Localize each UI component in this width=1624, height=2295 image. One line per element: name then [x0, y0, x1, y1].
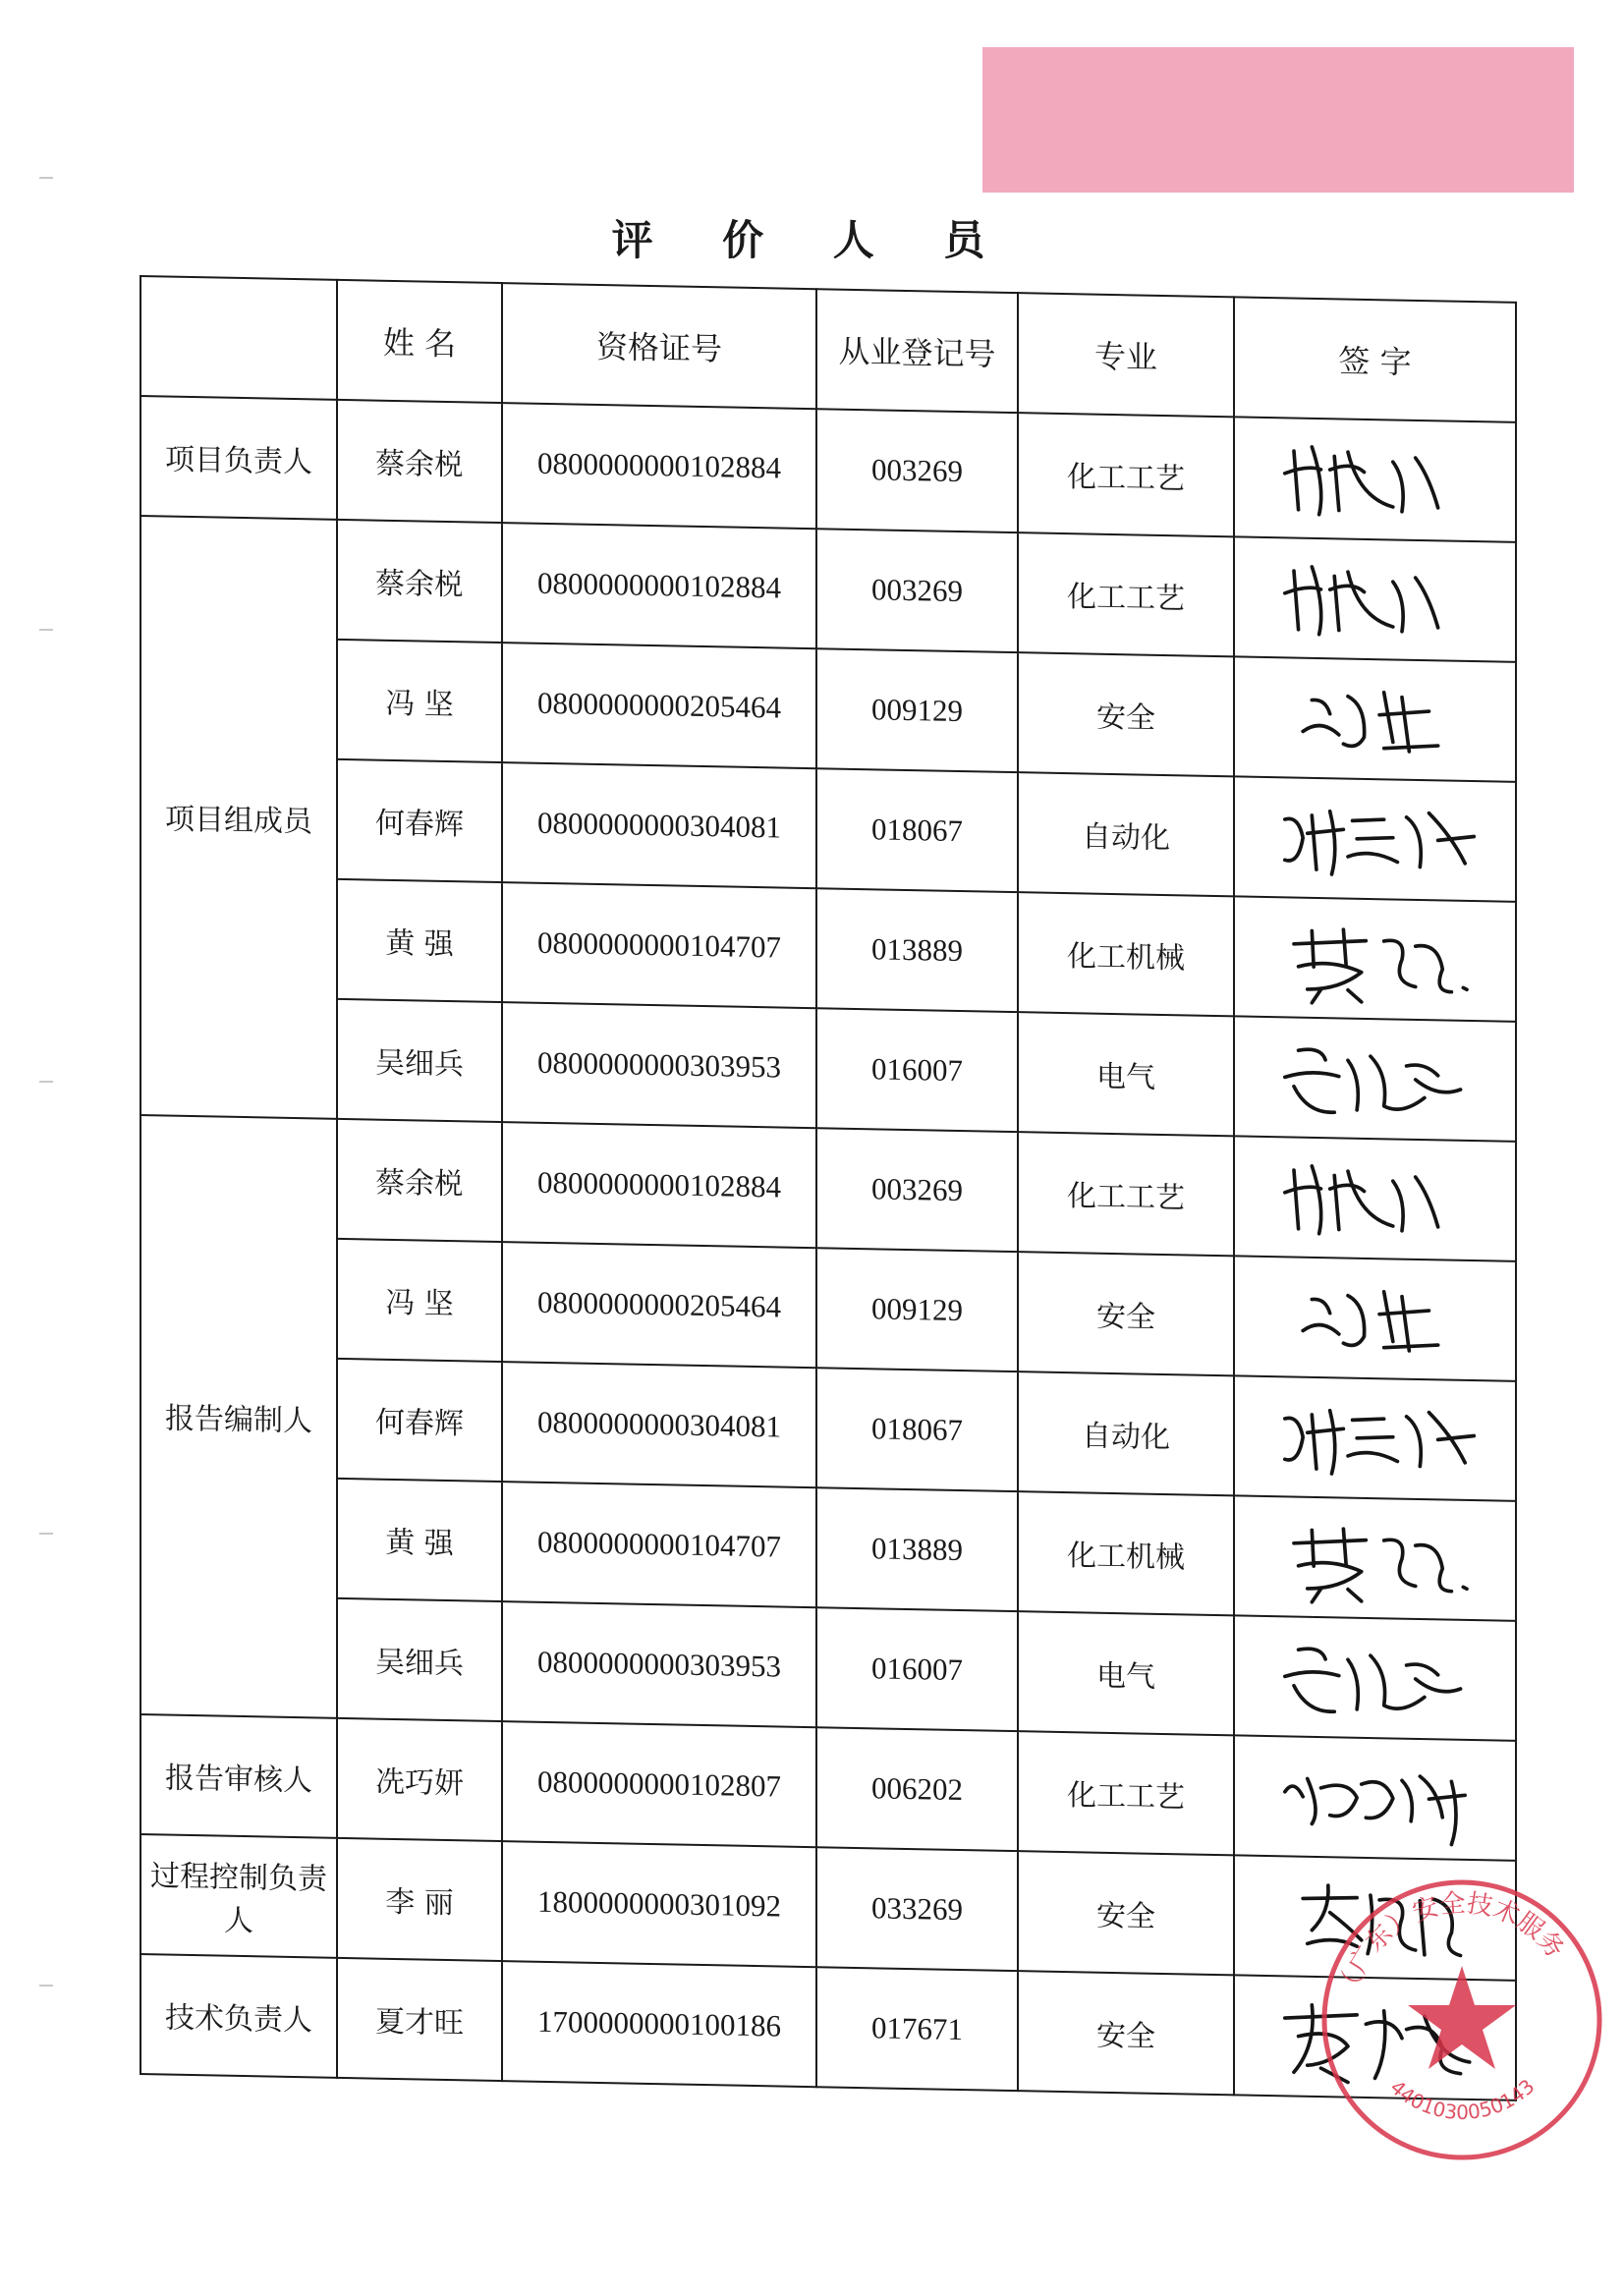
signature-stroke: [1348, 1171, 1393, 1226]
signature-stroke: [1294, 1539, 1366, 1544]
seal-number-path: 4401030050143: [1385, 2074, 1540, 2124]
signature-stroke: [1294, 939, 1366, 945]
handwritten-signature: [1235, 662, 1515, 775]
handwritten-signature: [1235, 542, 1515, 655]
signature-stroke: [1299, 1049, 1326, 1060]
reg-cell: 016007: [816, 1008, 1018, 1132]
major-cell: 化工工艺: [1018, 413, 1234, 536]
margin-mark: [39, 1985, 53, 1987]
signature-stroke: [1321, 1785, 1358, 1817]
handwritten-signature: [1235, 1621, 1515, 1734]
signature-stroke: [1393, 582, 1403, 632]
signature-stroke: [1294, 2004, 1313, 2072]
signature-stroke: [1353, 819, 1384, 821]
reg-cell: 013889: [816, 888, 1018, 1012]
cert-cell: 1800000000301092: [502, 1841, 816, 1967]
signature-cell: [1234, 776, 1516, 902]
cert-cell: 0800000000304081: [502, 762, 816, 888]
handwritten-signature: [1235, 422, 1515, 535]
name-cell: 何春辉: [337, 759, 502, 882]
name-cell: 黄 强: [337, 1479, 502, 1601]
role-cell: 项目组成员: [140, 516, 337, 1119]
margin-mark: [39, 629, 53, 631]
signature-stroke: [1438, 1435, 1475, 1440]
signature-cell: [1234, 1256, 1516, 1381]
signature-stroke: [1362, 1782, 1393, 1819]
seal-text-path: （广东）安全技术服务: [1333, 1888, 1570, 2002]
signature-stroke: [1299, 1562, 1362, 1590]
major-cell: 化工工艺: [1018, 1132, 1234, 1256]
signature-stroke: [1294, 1686, 1334, 1712]
signature-stroke: [1343, 697, 1364, 747]
major-cell: 安全: [1018, 1252, 1234, 1375]
signature-stroke: [1343, 1296, 1364, 1346]
reg-cell: 009129: [816, 648, 1018, 772]
signature-stroke: [1402, 1297, 1409, 1351]
handwritten-signature: [1235, 1142, 1515, 1255]
signature-cell: [1234, 536, 1516, 662]
cert-cell: 0800000000104707: [502, 882, 816, 1008]
cert-cell: 0800000000303953: [502, 1601, 816, 1727]
reg-cell: 003269: [816, 529, 1018, 652]
header-signature: 签 字: [1234, 297, 1516, 422]
handwritten-signature: [1235, 1501, 1515, 1614]
signature-stroke: [1285, 1671, 1339, 1677]
name-cell: 何春辉: [337, 1359, 502, 1482]
signature-cell: [1234, 1615, 1516, 1741]
signature-stroke: [1402, 1780, 1412, 1820]
header-cert: 资格证号: [502, 283, 816, 409]
signature-stroke: [1384, 1292, 1393, 1342]
cert-cell: 0800000000102884: [502, 1122, 816, 1248]
role-cell: 项目负责人: [140, 396, 337, 520]
major-cell: 自动化: [1018, 1371, 1234, 1495]
handwritten-signature: [1235, 1022, 1515, 1135]
handwritten-signature: [1235, 1261, 1515, 1374]
signature-cell: [1234, 1136, 1516, 1261]
cert-cell: 1700000000100186: [502, 1961, 816, 2087]
signature-stroke: [1384, 940, 1416, 986]
major-cell: 化工工艺: [1018, 1731, 1234, 1855]
signature-stroke: [1285, 1786, 1303, 1797]
reg-cell: 017671: [816, 1967, 1018, 2091]
name-cell: 蔡余棁: [337, 400, 502, 523]
cert-cell: 0800000000102807: [502, 1721, 816, 1847]
cert-cell: 0800000000205464: [502, 1242, 816, 1368]
seal-number: [1385, 2074, 1539, 2124]
reg-cell: 018067: [816, 768, 1018, 892]
signature-stroke: [1299, 1649, 1326, 1659]
cert-cell: 0800000000104707: [502, 1482, 816, 1607]
signature-stroke: [1312, 567, 1320, 635]
personnel-sheet: [140, 275, 1515, 2121]
signature-cell: [1234, 1495, 1516, 1621]
seal-star: [1408, 1966, 1516, 2069]
signature-stroke: [1416, 458, 1438, 508]
page-title: 评 价 人 员: [611, 216, 1013, 264]
signature-stroke: [1334, 1175, 1339, 1229]
name-cell: 蔡余棁: [337, 520, 502, 643]
role-cell: 过程控制负责人: [140, 1834, 337, 1958]
personnel-table-body: [140, 276, 1516, 2100]
signature-stroke: [1353, 1419, 1384, 1421]
major-cell: 化工工艺: [1018, 532, 1234, 656]
header-major: 专业: [1018, 293, 1234, 417]
personnel-table: [140, 275, 1517, 2101]
signature-stroke: [1384, 1344, 1438, 1349]
header-reg: 从业登记号: [816, 289, 1018, 413]
cert-cell: 0800000000205464: [502, 643, 816, 768]
signature-stroke: [1285, 468, 1321, 475]
signature-stroke: [1303, 725, 1339, 735]
signature-stroke: [1312, 1166, 1320, 1234]
signature-stroke: [1357, 1436, 1393, 1439]
signature-stroke: [1285, 1187, 1321, 1194]
signature-stroke: [1312, 1530, 1314, 1566]
signature-stroke: [1416, 578, 1438, 628]
signature-stroke: [1294, 1087, 1334, 1113]
name-cell: 冯 坚: [337, 1239, 502, 1362]
major-cell: 电气: [1018, 1611, 1234, 1735]
signature-stroke: [1348, 1659, 1358, 1709]
signature-cell: [1234, 656, 1516, 782]
signature-stroke: [1416, 946, 1452, 992]
reg-cell: 006202: [816, 1727, 1018, 1851]
signature-stroke: [1312, 815, 1316, 869]
cert-cell: 0800000000303953: [502, 1002, 816, 1128]
major-cell: 安全: [1018, 652, 1234, 776]
signature-stroke: [1348, 452, 1393, 507]
name-cell: 吴细兵: [337, 999, 502, 1122]
signature-stroke: [1330, 812, 1335, 874]
margin-mark: [39, 1533, 53, 1535]
signature-stroke: [1343, 1529, 1346, 1565]
signature-stroke: [1348, 572, 1393, 627]
reg-cell: 013889: [816, 1487, 1018, 1611]
major-cell: 自动化: [1018, 772, 1234, 896]
margin-mark: [39, 177, 53, 179]
signature-stroke: [1407, 1664, 1438, 1675]
handwritten-signature: [1235, 902, 1515, 1015]
signature-cell: [1234, 896, 1516, 1022]
signature-cell: [1234, 1016, 1516, 1142]
major-cell: 安全: [1018, 1851, 1234, 1975]
signature-stroke: [1463, 987, 1467, 989]
signature-stroke: [1348, 1452, 1397, 1461]
signature-stroke: [1348, 1060, 1358, 1110]
reg-cell: 003269: [816, 409, 1018, 532]
signature-stroke: [1416, 1080, 1461, 1092]
signature-stroke: [1334, 456, 1339, 510]
name-cell: 蔡余棁: [337, 1119, 502, 1242]
name-cell: 黄 强: [337, 879, 502, 1002]
signature-stroke: [1348, 853, 1397, 862]
signature-stroke: [1312, 700, 1329, 713]
signature-stroke: [1312, 447, 1320, 515]
handwritten-signature: [1235, 1381, 1515, 1494]
signature-stroke: [1285, 818, 1303, 861]
cert-cell: 0800000000102884: [502, 403, 816, 529]
name-cell: 吴细兵: [337, 1598, 502, 1721]
signature-stroke: [1343, 929, 1346, 966]
signature-stroke: [1285, 588, 1321, 594]
handwritten-signature: [1235, 1741, 1515, 1854]
signature-stroke: [1285, 1072, 1339, 1078]
signature-stroke: [1438, 836, 1475, 841]
reg-cell: 003269: [816, 1128, 1018, 1252]
signature-stroke: [1294, 1170, 1299, 1229]
signature-stroke: [1416, 1679, 1461, 1692]
signature-stroke: [1312, 989, 1320, 1003]
margin-mark: [39, 1081, 53, 1083]
signature-stroke: [1308, 1778, 1316, 1823]
reg-cell: 009129: [816, 1248, 1018, 1371]
signature-stroke: [1416, 1545, 1452, 1592]
signature-stroke: [1463, 1587, 1467, 1589]
name-cell: 冼巧妍: [337, 1718, 502, 1841]
signature-stroke: [1402, 698, 1409, 752]
signature-stroke: [1416, 1177, 1438, 1227]
signature-stroke: [1407, 1417, 1422, 1467]
signature-stroke: [1299, 963, 1362, 990]
signature-stroke: [1334, 576, 1339, 630]
signature-stroke: [1407, 1065, 1438, 1076]
signature-stroke: [1312, 1299, 1329, 1313]
role-cell: 报告审核人: [140, 1714, 337, 1838]
signature-cell: [1234, 1375, 1516, 1501]
name-cell: 夏才旺: [337, 1958, 502, 2081]
signature-cell: [1234, 1735, 1516, 1861]
signature-stroke: [1285, 1418, 1303, 1460]
signature-stroke: [1330, 1411, 1335, 1474]
signature-stroke: [1294, 451, 1299, 510]
signature-stroke: [1312, 1589, 1320, 1602]
reg-cell: 016007: [816, 1607, 1018, 1731]
major-cell: 化工机械: [1018, 892, 1234, 1016]
header-name: 姓 名: [337, 280, 502, 403]
signature-stroke: [1294, 571, 1299, 630]
name-cell: 李 丽: [337, 1838, 502, 1961]
signature-stroke: [1393, 462, 1403, 512]
header-role: [140, 276, 337, 400]
major-cell: 安全: [1018, 1971, 1234, 2095]
cert-cell: 0800000000102884: [502, 523, 816, 648]
signature-stroke: [1303, 1324, 1339, 1334]
signature-cell: [1234, 417, 1516, 542]
table-row: [140, 1954, 1516, 2100]
role-cell: 技术负责人: [140, 1954, 337, 2078]
signature-stroke: [1348, 1590, 1362, 1601]
major-cell: 化工机械: [1018, 1491, 1234, 1615]
name-cell: 冯 坚: [337, 640, 502, 762]
reg-cell: 033269: [816, 1847, 1018, 1971]
signature-stroke: [1357, 837, 1393, 840]
cert-cell: 0800000000304081: [502, 1362, 816, 1487]
handwritten-signature: [1235, 782, 1515, 895]
role-cell: 报告编制人: [140, 1115, 337, 1718]
major-cell: 电气: [1018, 1012, 1234, 1136]
redaction-block: [982, 47, 1574, 193]
signature-stroke: [1407, 817, 1422, 868]
reg-cell: 018067: [816, 1368, 1018, 1491]
signature-stroke: [1312, 930, 1314, 967]
signature-stroke: [1384, 1539, 1416, 1586]
company-seal: [1315, 1873, 1609, 2167]
signature-stroke: [1348, 990, 1362, 1002]
signature-stroke: [1451, 1781, 1456, 1844]
signature-stroke: [1384, 745, 1438, 750]
signature-stroke: [1393, 1181, 1403, 1231]
signature-stroke: [1312, 1415, 1316, 1469]
signature-stroke: [1384, 693, 1393, 743]
